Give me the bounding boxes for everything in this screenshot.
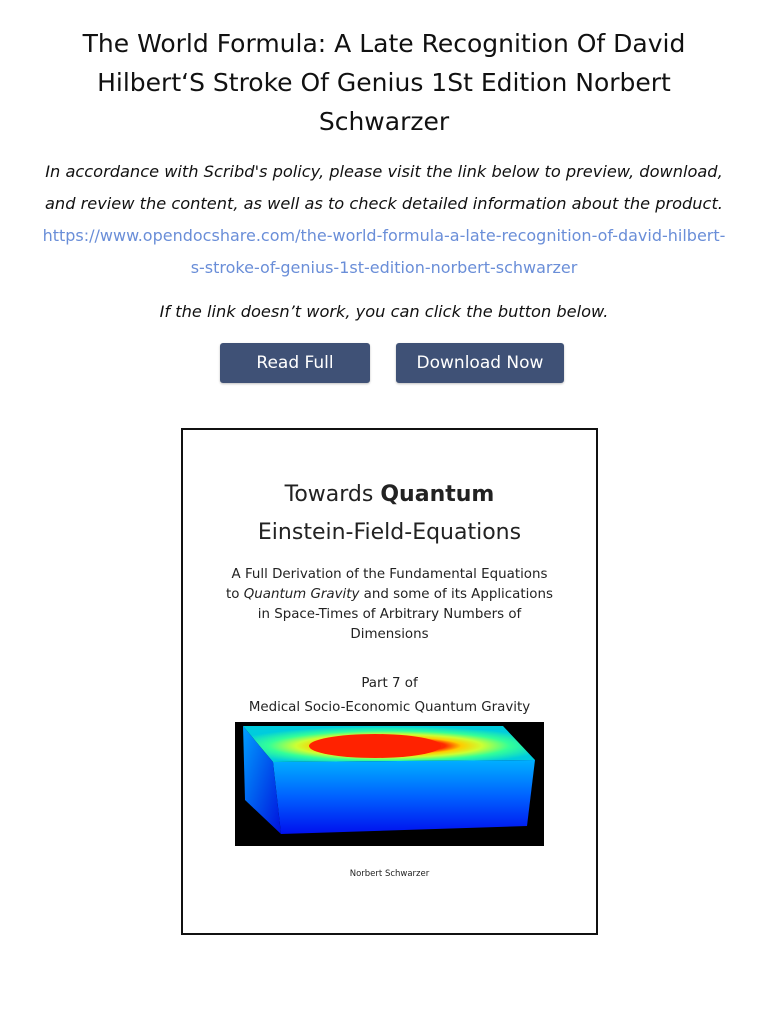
cover-series: Medical Socio-Economic Quantum Gravity <box>248 700 531 715</box>
book-cover[interactable] <box>181 428 598 935</box>
cover-title-plain: Towards <box>284 482 381 507</box>
cover-subtitle-before: A Full Derivation of the Fundamental Equations to <box>226 567 548 602</box>
cover-title-line1 <box>183 480 596 510</box>
cover-subtitle-after: and some of its Applications in Space-Times of Arbitrary Numbers of Dimensions <box>257 587 553 642</box>
download-now-button[interactable]: Download Now <box>396 343 564 383</box>
cover-author: Norbert Schwarzer <box>349 869 430 879</box>
cover-subtitle <box>223 565 556 645</box>
read-full-button[interactable]: Read Full <box>220 343 370 383</box>
page-title: The World Formula: A Late Recognition Of David Hilbert‘S Stroke Of Genius 1St Edition Norbert Schwarzer <box>82 29 686 136</box>
product-link[interactable]: https://www.opendocshare.com/the-world-formula-a-late-recognition-of-david-hilbert-s-stroke-of-genius-1st-edition-norbert-schwarzer <box>42 226 726 277</box>
heatmap-hotspot <box>309 734 441 758</box>
policy-notice: In accordance with Scribd's policy, please visit the link below to preview, download, and review the content, as well as to check detailed information about the product. <box>45 162 723 213</box>
fallback-note: If the link doesn’t work, you can click the button below. <box>159 302 609 321</box>
cover-part: Part 7 of <box>361 676 418 691</box>
cover-title-bold: Quantum <box>380 482 495 507</box>
cover-title-line2: Einstein-Field-Equations <box>257 520 522 545</box>
heatmap-front-face <box>273 760 535 834</box>
cover-heatmap-illustration <box>235 722 544 846</box>
cover-subtitle-italic: Quantum Gravity <box>243 587 360 602</box>
